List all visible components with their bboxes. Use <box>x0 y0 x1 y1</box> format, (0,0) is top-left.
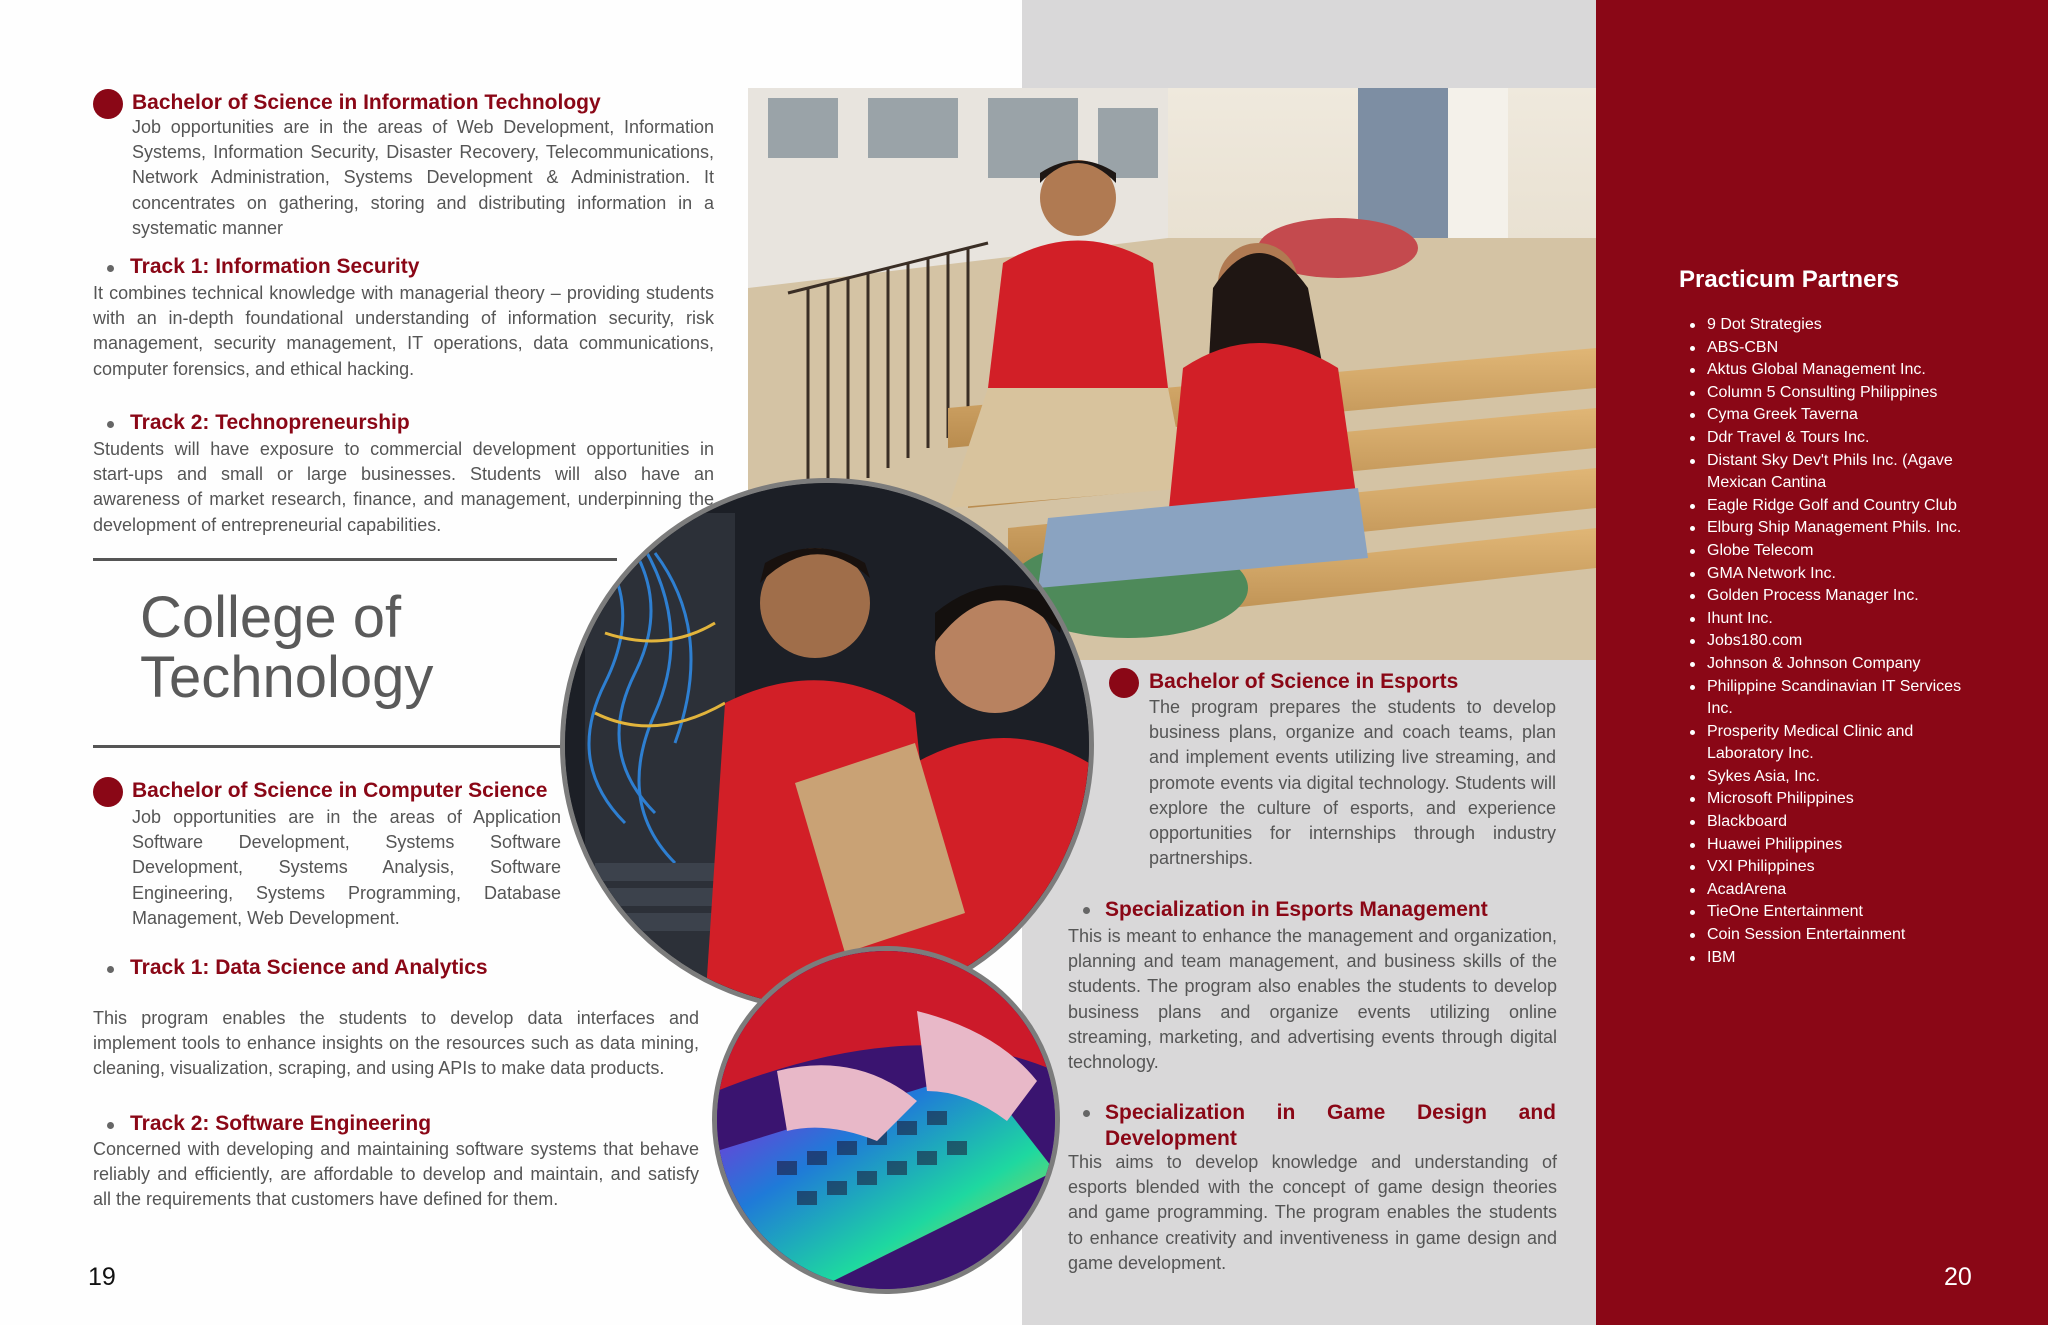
partner-item: Huawei Philippines <box>1690 834 1980 857</box>
track-bullet <box>107 265 114 272</box>
partner-item: ABS-CBN <box>1690 337 1980 360</box>
track-bullet <box>107 966 114 973</box>
page-number-left: 19 <box>88 1263 116 1291</box>
server-room-photo <box>560 478 1094 1012</box>
partner-item: Eagle Ridge Golf and Country Club <box>1690 495 1980 518</box>
esports-spec2-text: This aims to develop knowledge and understanding of esports blended with the concept of game design theories and game programming. The program enables the students to enhance creativity and inventiveness in game design and game development. <box>1068 1152 1557 1273</box>
gaming-keyboard-illustration <box>717 951 1055 1289</box>
page-number-right: 20 <box>1944 1263 1972 1291</box>
bsit-description: Job opportunities are in the areas of Web Development, Information Systems, Information Security, Disaster Recovery, Telecommunications, Network Administration, Systems Development & Administration. It concentrates on gathering, storing and distributing information in a systematic manner <box>132 117 714 238</box>
partner-item: Jobs180.com <box>1690 630 1980 653</box>
partner-item: TieOne Entertainment <box>1690 901 1980 924</box>
partner-item: Philippine Scandinavian IT Services Inc. <box>1690 676 1980 721</box>
bscs-track2-text: Concerned with developing and maintaining software systems that behave reliably and efficiently, are affordable to develop and maintain, and satisfy all the requirements that customers have defined for them. <box>93 1139 699 1210</box>
partner-item: Ihunt Inc. <box>1690 608 1980 631</box>
partner-item: GMA Network Inc. <box>1690 563 1980 586</box>
track-bullet <box>107 1122 114 1129</box>
partner-item: Coin Session Entertainment <box>1690 924 1980 947</box>
partner-item: Blackboard <box>1690 811 1980 834</box>
partner-item: Cyma Greek Taverna <box>1690 404 1980 427</box>
partner-item: Sykes Asia, Inc. <box>1690 766 1980 789</box>
bsit-track1-text: It combines technical knowledge with managerial theory – providing students with an in-depth foundational understanding of information security, risk management, security management, IT operations, data communications, computer forensics, and ethical hacking. <box>93 283 714 379</box>
esports-title: Bachelor of Science in Esports <box>1149 670 1459 693</box>
bscs-track2-title: Track 2: Software Engineering <box>130 1112 432 1135</box>
esports-description: The program prepares the students to develop business plans, organize and coach teams, plan and implement events utilizing live streaming, and promote events via digital technology. Students will explore the culture of esports, and experience opportunities for internships through industry partnerships. <box>1149 697 1556 869</box>
bscs-track1-title: Track 1: Data Science and Analytics <box>130 956 488 979</box>
bscs-title: Bachelor of Science in Computer Science <box>132 779 548 802</box>
specialization-bullet <box>1083 1110 1090 1117</box>
divider-bottom <box>93 745 593 748</box>
partner-item: Johnson & Johnson Company <box>1690 653 1980 676</box>
partners-title: Practicum Partners <box>1679 266 1900 293</box>
partner-item: Microsoft Philippines <box>1690 788 1980 811</box>
esports-spec2-title: Specialization in Game Design and Development <box>1105 1101 1556 1150</box>
partners-list <box>1690 314 1980 969</box>
gaming-keyboard-photo <box>712 946 1060 1294</box>
college-title <box>140 585 434 710</box>
partner-item: 9 Dot Strategies <box>1690 314 1980 337</box>
partner-item: Elburg Ship Management Phils. Inc. <box>1690 517 1980 540</box>
partner-item: Ddr Travel & Tours Inc. <box>1690 427 1980 450</box>
bscs-track1-text: This program enables the students to develop data interfaces and implement tools to enhance insights on the resources such as data mining, cleaning, visualization, scraping, and using APIs to make data products. <box>93 1008 699 1079</box>
bsit-track2-title: Track 2: Technopreneurship <box>130 411 410 434</box>
partner-item: VXI Philippines <box>1690 856 1980 879</box>
partner-item: IBM <box>1690 947 1980 970</box>
partner-item: Globe Telecom <box>1690 540 1980 563</box>
divider-top <box>93 558 617 561</box>
esports-spec1-text: This is meant to enhance the management and organization, planning and team management, and business skills of the students. The program also enables the students to develop business plans and organize events utilizing online streaming, marketing, and advertising events through digital technology. <box>1068 926 1557 1073</box>
partner-item: Distant Sky Dev't Phils Inc. (Agave Mexican Cantina <box>1690 450 1980 495</box>
partner-item: Aktus Global Management Inc. <box>1690 359 1980 382</box>
section-bullet-dot <box>93 777 123 807</box>
esports-spec1-title: Specialization in Esports Management <box>1105 898 1488 921</box>
server-room-illustration <box>565 483 1089 1007</box>
partner-item: AcadArena <box>1690 879 1980 902</box>
college-title-line2: Technology <box>140 645 434 710</box>
track-bullet <box>107 421 114 428</box>
specialization-bullet <box>1083 907 1090 914</box>
section-bullet-dot <box>93 89 123 119</box>
bsit-track1-title: Track 1: Information Security <box>130 255 420 278</box>
bscs-description: Job opportunities are in the areas of Application Software Development, Systems Software Development, Systems Analysis, Software Engineering, Systems Programming, Database Management, Web Development. <box>132 807 561 928</box>
partner-item: Column 5 Consulting Philippines <box>1690 382 1980 405</box>
bsit-track2-text: Students will have exposure to commercial development opportunities in start-ups and small or large businesses. Students will also have an awareness of market research, finance, and management, underpinning the development of entrepreneurial capabilities. <box>93 439 714 535</box>
partner-item: Golden Process Manager Inc. <box>1690 585 1980 608</box>
college-title-line1: College of <box>140 585 402 650</box>
partner-item: Prosperity Medical Clinic and Laboratory Inc. <box>1690 721 1980 766</box>
section-bullet-dot <box>1109 668 1139 698</box>
bsit-title: Bachelor of Science in Information Technology <box>132 91 601 114</box>
